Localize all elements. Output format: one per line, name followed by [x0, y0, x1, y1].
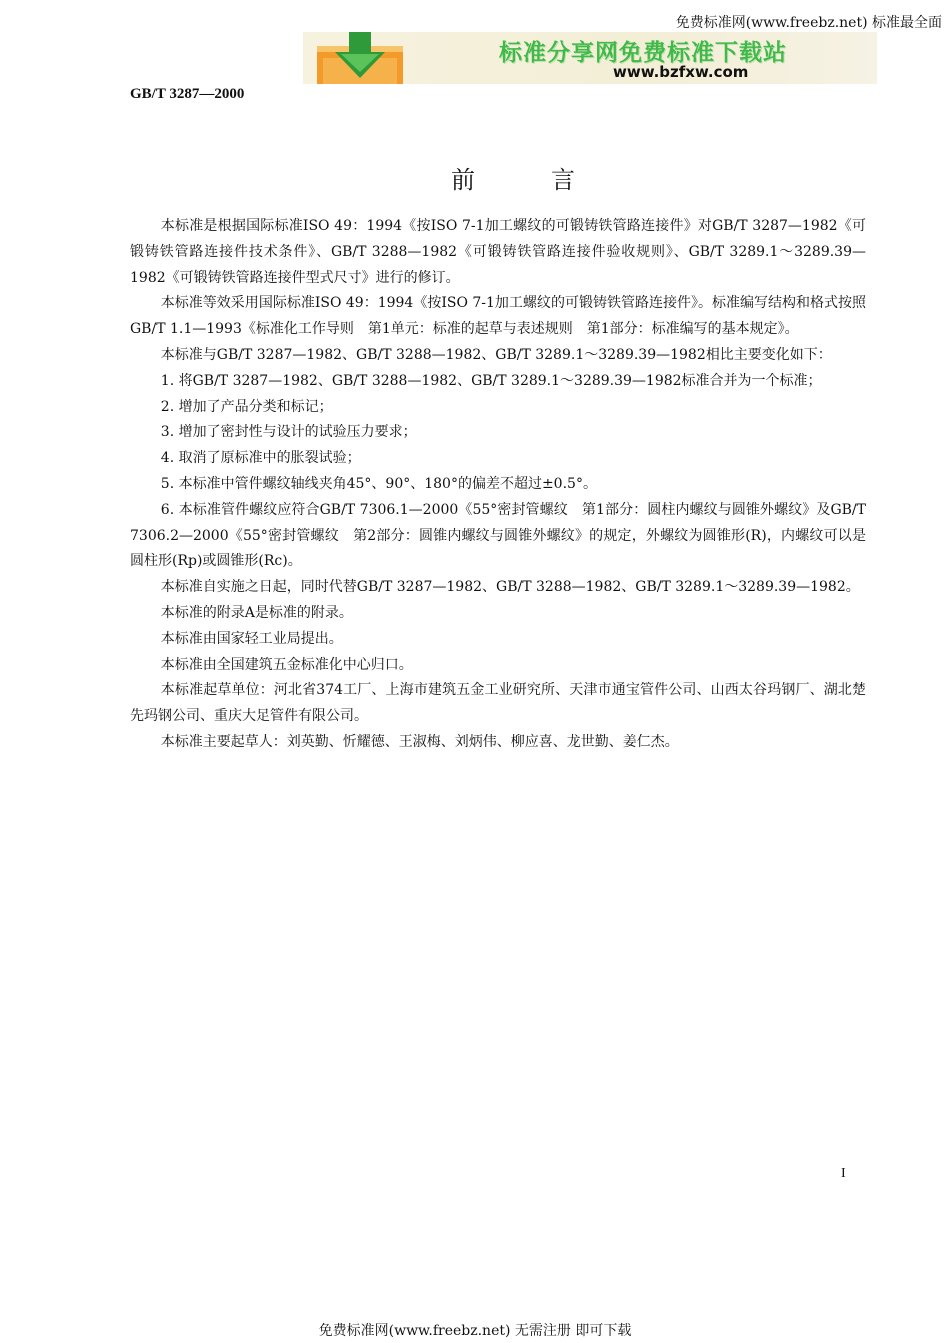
list-item: 1. 将GB/T 3287—1982、GB/T 3288—1982、GB/T 3289.1～3289.39—1982标准合并为一个标准； — [160, 372, 822, 389]
paragraph: 本标准自实施之日起，同时代替GB/T 3287—1982、GB/T 3288—1982、GB/T 3289.1～3289.39—1982。 — [160, 579, 860, 596]
list-item: 6. 本标准管件螺纹应符合GB/T 7306.1—2000《55°密封管螺纹 第1部分：圆柱内螺纹与圆锥外螺纹》及GB/T 7306.2—2000《55°密封管螺纹 第2部分：圆锥内螺纹与圆锥外螺纹》的规定，外螺纹为圆锥形(R)，内螺纹可以是圆柱形(Rp)或圆锥形(Rc)。 — [130, 501, 866, 570]
list-item: 4. 取消了原标准中的胀裂试验； — [160, 450, 361, 467]
banner-title: 标准分享网免费标准下载站 — [499, 40, 787, 66]
paragraph: 本标准等效采用国际标准ISO 49：1994《按ISO 7-1加工螺纹的可锻铸铁管路连接件》。标准编写结构和格式按照GB/T 1.1—1993《标准化工作导则 第1单元：标准的起草与表述规则 第1部分：标准编写的基本规定》。 — [130, 295, 866, 338]
site-top-note: 免费标准网(www.freebz.net) 标准最全面 — [675, 15, 942, 31]
site-bottom-note: 免费标准网(www.freebz.net) 无需注册 即可下载 — [318, 1323, 632, 1339]
page-title: 前言 — [451, 166, 651, 194]
list-item: 3. 增加了密封性与设计的试验压力要求； — [160, 424, 417, 441]
paragraph: 本标准是根据国际标准ISO 49：1994《按ISO 7-1加工螺纹的可锻铸铁管路连接件》对GB/T 3287—1982《可锻铸铁管路连接件技术条件》、GB/T 3288—1982《可锻铸铁管路连接件验收规则》、GB/T 3289.1～3289.39—1982《可锻铸铁管路连接件型式尺寸》进行的修订。 — [130, 218, 866, 286]
paragraph: 本标准与GB/T 3287—1982、GB/T 3288—1982、GB/T 3289.1～3289.39—1982相比主要变化如下： — [160, 346, 832, 363]
paragraph: 本标准主要起草人：刘英勤、忻耀德、王淑梅、刘炳伟、柳应喜、龙世勤、姜仁杰。 — [160, 733, 679, 750]
paragraph: 本标准由全国建筑五金标准化中心归口。 — [160, 656, 413, 673]
list-item: 2. 增加了产品分类和标记； — [160, 398, 333, 415]
page-number: I — [841, 1166, 846, 1181]
standard-code: GB/T 3287—2000 — [130, 86, 245, 102]
paragraph: 本标准由国家轻工业局提出。 — [160, 630, 343, 647]
list-item: 5. 本标准中管件螺纹轴线夹角45°、90°、180°的偏差不超过±0.5°。 — [160, 475, 597, 492]
paragraph: 本标准的附录A是标准的附录。 — [160, 604, 353, 621]
download-folder-icon — [311, 32, 409, 84]
paragraph: 本标准起草单位：河北省374工厂、上海市建筑五金工业研究所、天津市通宝管件公司、山西太谷玛钢厂、湖北楚先玛钢公司、重庆大足管件有限公司。 — [130, 682, 866, 725]
foreword-body — [130, 214, 866, 756]
site-banner[interactable] — [303, 32, 877, 84]
banner-url[interactable]: www.bzfxw.com — [613, 63, 749, 81]
